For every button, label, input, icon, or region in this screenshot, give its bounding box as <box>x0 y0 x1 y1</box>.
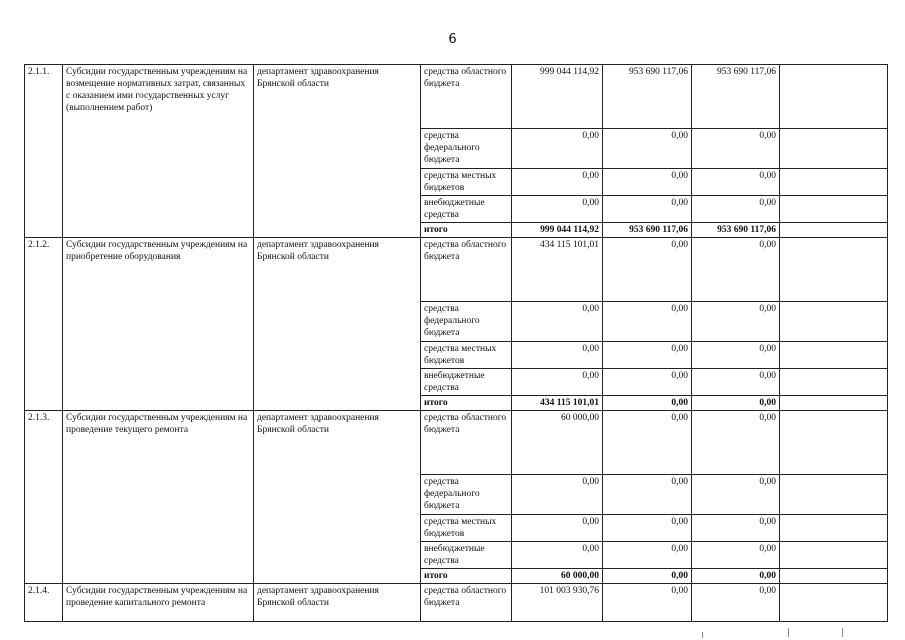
funding-source: итого <box>421 223 512 238</box>
amount-year-1: 434 115 101,01 <box>512 396 603 411</box>
amount-year-1: 999 044 114,92 <box>512 65 603 129</box>
empty-cell <box>780 223 888 238</box>
amount-year-2: 0,00 <box>603 584 692 622</box>
amount-year-2: 953 690 117,06 <box>603 65 692 129</box>
funding-source: внебюджетные средства <box>421 369 512 396</box>
empty-cell <box>780 369 888 396</box>
amount-year-1: 0,00 <box>512 196 603 223</box>
amount-year-3: 953 690 117,06 <box>692 65 780 129</box>
empty-cell <box>780 569 888 584</box>
funding-source: средства федерального бюджета <box>421 475 512 515</box>
amount-year-1: 101 003 930,76 <box>512 584 603 622</box>
section-executor: департамент здравоохранения Брянской области <box>254 584 421 622</box>
empty-cell <box>780 302 888 342</box>
amount-year-1: 434 115 101,01 <box>512 238 603 302</box>
section-index: 2.1.3. <box>25 411 63 584</box>
amount-year-2: 0,00 <box>603 238 692 302</box>
funding-source: внебюджетные средства <box>421 542 512 569</box>
funding-source: средства местных бюджетов <box>421 515 512 542</box>
amount-year-2: 0,00 <box>603 342 692 369</box>
empty-cell <box>780 515 888 542</box>
amount-year-3: 0,00 <box>692 129 780 169</box>
section-executor: департамент здравоохранения Брянской области <box>254 65 421 238</box>
amount-year-2: 0,00 <box>603 396 692 411</box>
amount-year-3: 0,00 <box>692 238 780 302</box>
amount-year-1: 999 044 114,92 <box>512 223 603 238</box>
section-executor: департамент здравоохранения Брянской области <box>254 411 421 584</box>
section-name: Субсидии государственным учреждениям на возмещение нормативных затрат, связанных с оказанием ими государственных услуг (выполнением работ) <box>63 65 254 238</box>
amount-year-2: 0,00 <box>603 411 692 475</box>
amount-year-1: 0,00 <box>512 369 603 396</box>
funding-source: итого <box>421 569 512 584</box>
amount-year-1: 60 000,00 <box>512 411 603 475</box>
amount-year-3: 0,00 <box>692 196 780 223</box>
amount-year-3: 953 690 117,06 <box>692 223 780 238</box>
amount-year-3: 0,00 <box>692 411 780 475</box>
amount-year-2: 0,00 <box>603 515 692 542</box>
empty-cell <box>780 411 888 475</box>
scan-mark <box>842 628 843 637</box>
empty-cell <box>780 129 888 169</box>
empty-cell <box>780 542 888 569</box>
funding-source: средства федерального бюджета <box>421 302 512 342</box>
amount-year-2: 953 690 117,06 <box>603 223 692 238</box>
empty-cell <box>780 475 888 515</box>
amount-year-2: 0,00 <box>603 196 692 223</box>
funding-source: средства областного бюджета <box>421 65 512 129</box>
amount-year-2: 0,00 <box>603 169 692 196</box>
empty-cell <box>780 169 888 196</box>
amount-year-1: 0,00 <box>512 169 603 196</box>
amount-year-1: 0,00 <box>512 542 603 569</box>
amount-year-1: 0,00 <box>512 475 603 515</box>
page-number: 6 <box>448 32 457 47</box>
amount-year-1: 0,00 <box>512 515 603 542</box>
empty-cell <box>780 396 888 411</box>
amount-year-3: 0,00 <box>692 584 780 622</box>
table-row <box>25 65 888 129</box>
scan-mark <box>702 632 703 638</box>
funding-source: итого <box>421 396 512 411</box>
amount-year-2: 0,00 <box>603 302 692 342</box>
amount-year-3: 0,00 <box>692 515 780 542</box>
amount-year-3: 0,00 <box>692 169 780 196</box>
table-row <box>25 238 888 302</box>
amount-year-3: 0,00 <box>692 396 780 411</box>
empty-cell <box>780 342 888 369</box>
empty-cell <box>780 65 888 129</box>
scan-mark <box>788 628 789 637</box>
empty-cell <box>780 238 888 302</box>
amount-year-2: 0,00 <box>603 129 692 169</box>
budget-table <box>24 64 888 622</box>
amount-year-2: 0,00 <box>603 569 692 584</box>
section-index: 2.1.4. <box>25 584 63 622</box>
section-executor: департамент здравоохранения Брянской области <box>254 238 421 411</box>
funding-source: средства местных бюджетов <box>421 169 512 196</box>
section-name: Субсидии государственным учреждениям на проведение текущего ремонта <box>63 411 254 584</box>
section-index: 2.1.1. <box>25 65 63 238</box>
amount-year-1: 60 000,00 <box>512 569 603 584</box>
amount-year-1: 0,00 <box>512 302 603 342</box>
amount-year-1: 0,00 <box>512 129 603 169</box>
amount-year-3: 0,00 <box>692 369 780 396</box>
section-name: Субсидии государственным учреждениям на проведение капитального ремонта <box>63 584 254 622</box>
amount-year-3: 0,00 <box>692 302 780 342</box>
amount-year-3: 0,00 <box>692 342 780 369</box>
empty-cell <box>780 196 888 223</box>
empty-cell <box>780 584 888 622</box>
funding-source: средства областного бюджета <box>421 584 512 622</box>
funding-source: средства областного бюджета <box>421 411 512 475</box>
section-index: 2.1.2. <box>25 238 63 411</box>
section-name: Субсидии государственным учреждениям на приобретение оборудования <box>63 238 254 411</box>
funding-source: средства федерального бюджета <box>421 129 512 169</box>
amount-year-3: 0,00 <box>692 475 780 515</box>
amount-year-1: 0,00 <box>512 342 603 369</box>
amount-year-3: 0,00 <box>692 569 780 584</box>
amount-year-3: 0,00 <box>692 542 780 569</box>
amount-year-2: 0,00 <box>603 475 692 515</box>
funding-source: внебюджетные средства <box>421 196 512 223</box>
amount-year-2: 0,00 <box>603 542 692 569</box>
table-row <box>25 584 888 622</box>
funding-source: средства областного бюджета <box>421 238 512 302</box>
table-row <box>25 411 888 475</box>
funding-source: средства местных бюджетов <box>421 342 512 369</box>
amount-year-2: 0,00 <box>603 369 692 396</box>
